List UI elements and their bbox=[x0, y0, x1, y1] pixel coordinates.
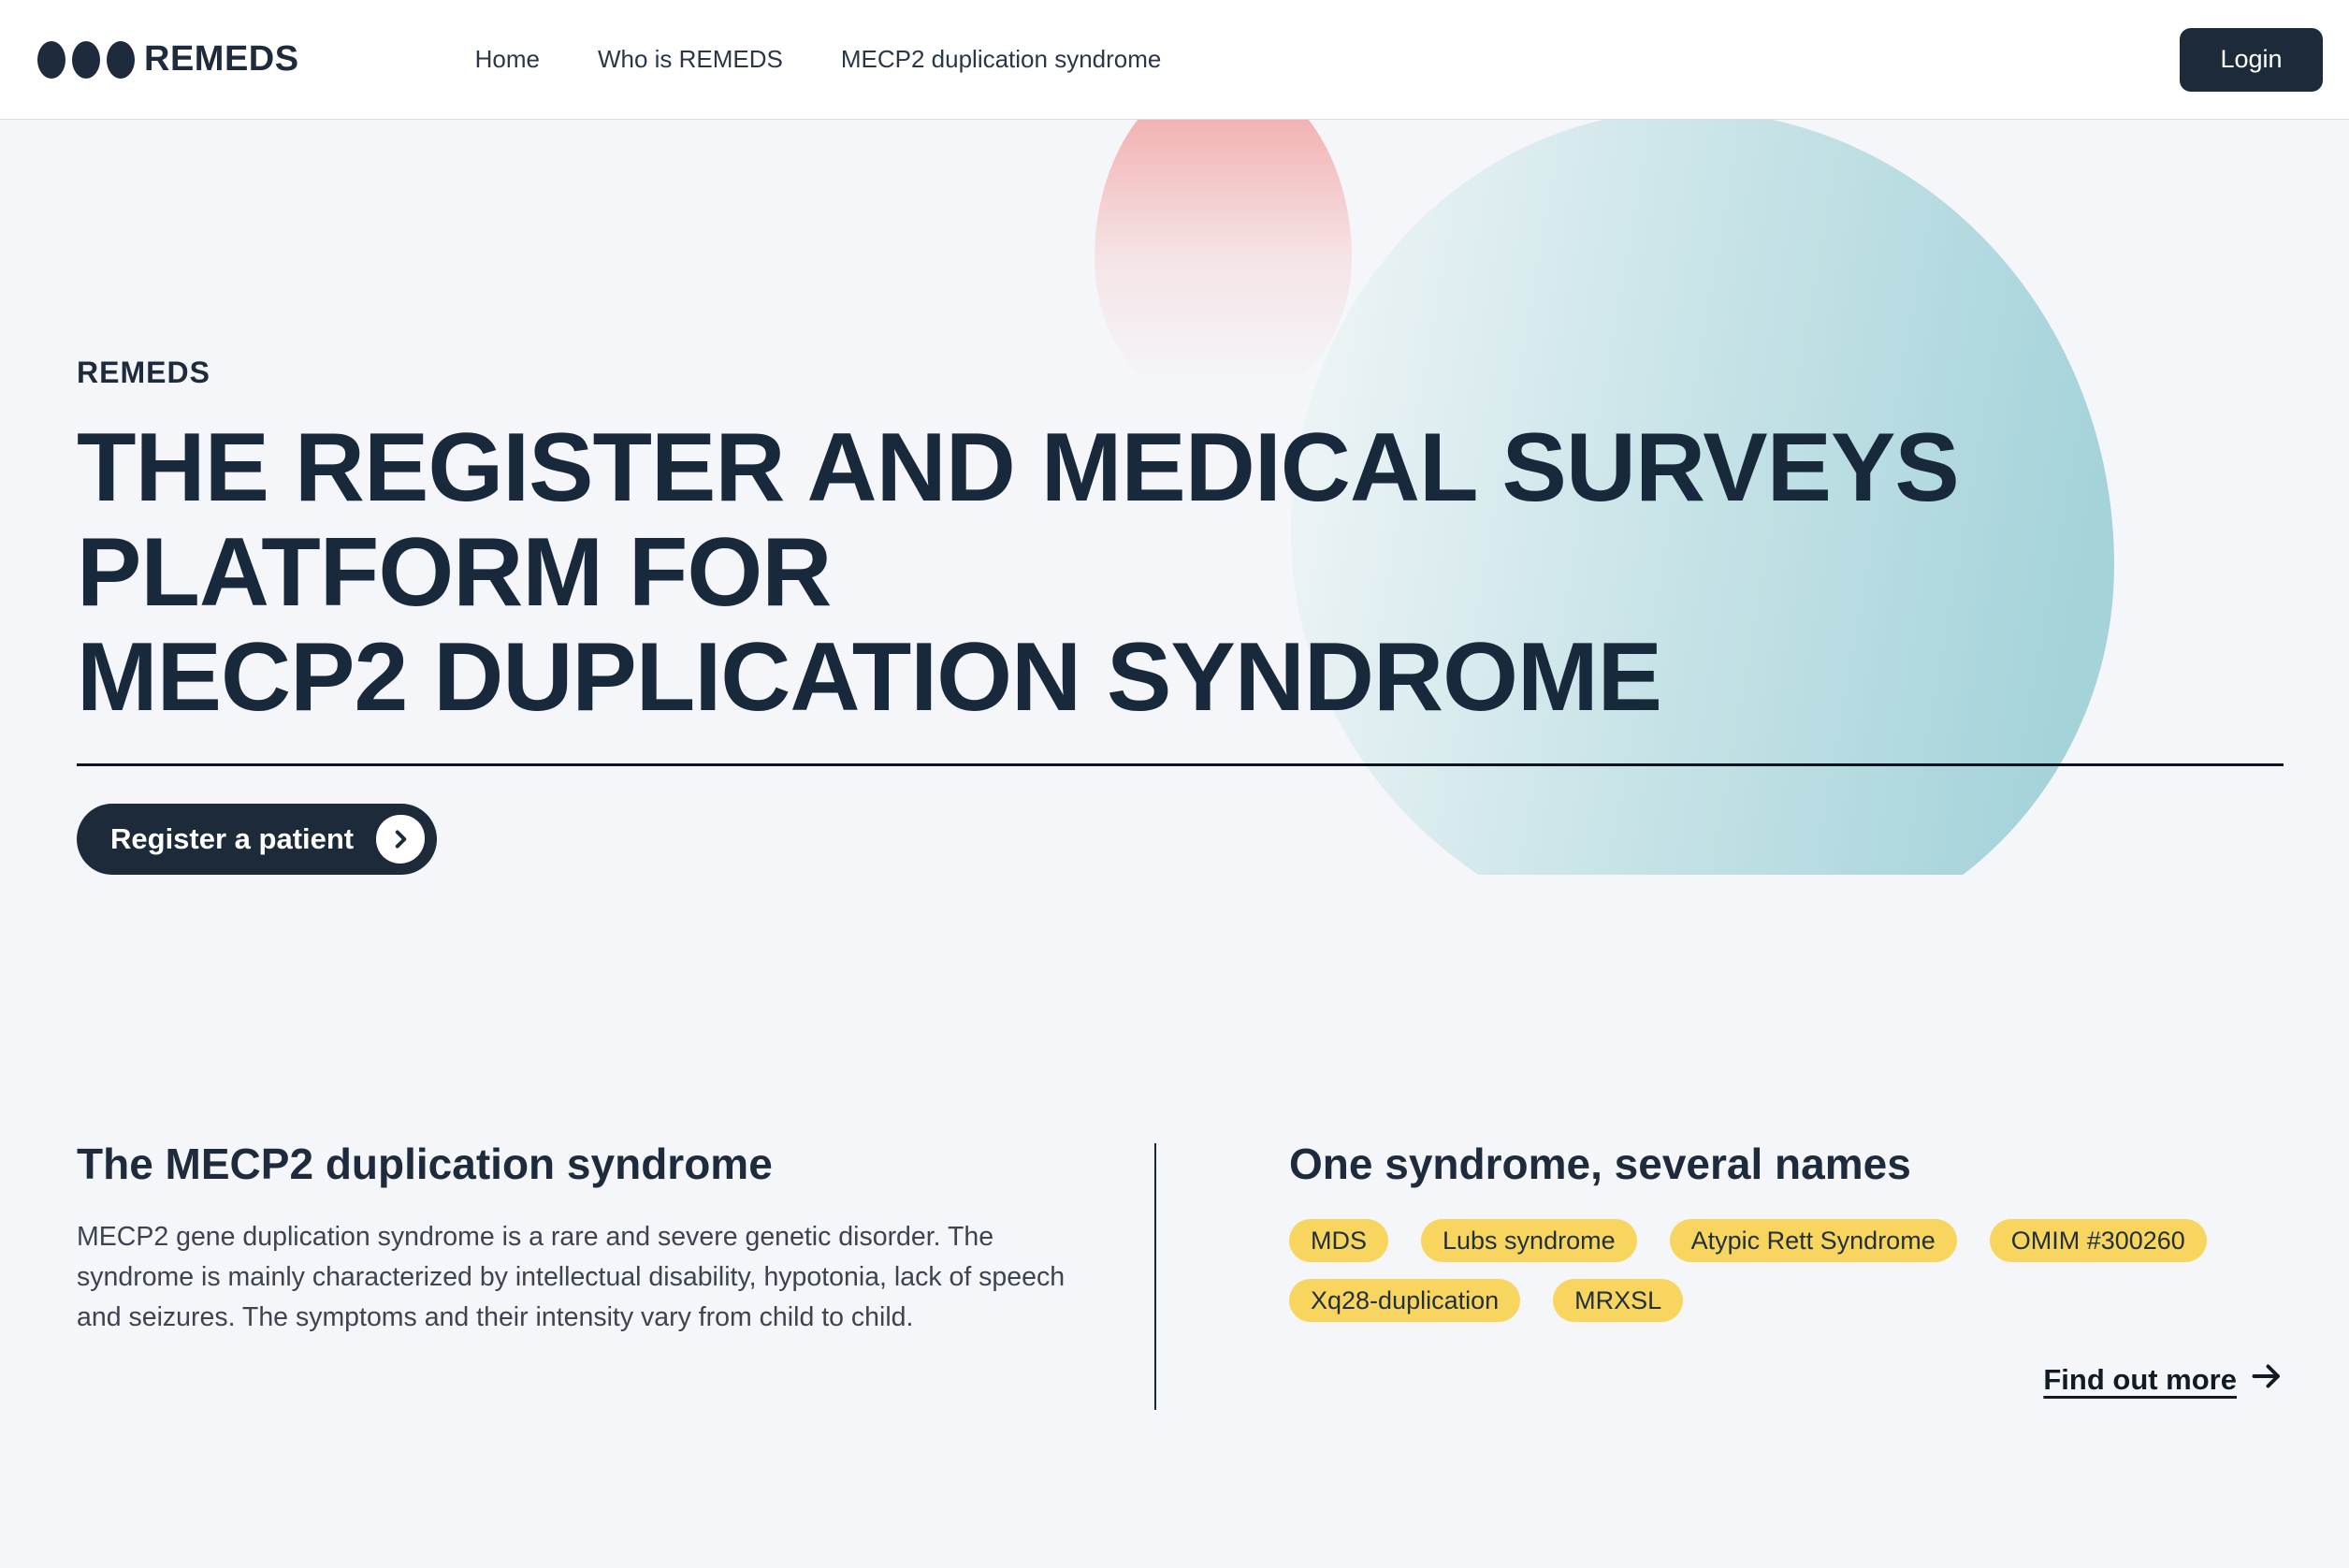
hero-eyebrow: REMEDS bbox=[77, 356, 210, 389]
nav-item-who-is-remeds[interactable]: Who is REMEDS bbox=[597, 45, 783, 73]
chevron-right-icon bbox=[376, 815, 425, 864]
title-line-3: MECP2 DUPLICATION SYNDROME bbox=[77, 623, 1661, 732]
page-title bbox=[77, 415, 2284, 730]
nav-item-home[interactable]: Home bbox=[474, 45, 540, 73]
find-out-more-label: Find out more bbox=[2043, 1363, 2237, 1396]
names-heading: One syndrome, several names bbox=[1289, 1140, 1911, 1188]
syndrome-tag: Xq28-duplication bbox=[1289, 1279, 1520, 1322]
about-body: MECP2 gene duplication syndrome is a rare and severe genetic disorder. The syndrome is mainly characterized by intellectual disability, hypotonia, lack of speech and seizures. The symptoms and their intensity vary from child to child. bbox=[77, 1222, 1066, 1332]
syndrome-tag: Atypic Rett Syndrome bbox=[1670, 1219, 1957, 1262]
about-column bbox=[77, 1140, 1073, 1338]
horizontal-rule bbox=[77, 763, 2284, 766]
main-nav bbox=[475, 45, 1162, 74]
find-out-more-link[interactable] bbox=[2043, 1359, 2284, 1401]
top-navbar bbox=[0, 0, 2349, 120]
about-heading: The MECP2 duplication syndrome bbox=[77, 1140, 773, 1188]
register-patient-button[interactable] bbox=[77, 804, 437, 875]
syndrome-tag: OMIM #300260 bbox=[1990, 1219, 2207, 1262]
syndrome-tags bbox=[1289, 1219, 2262, 1322]
syndrome-tag: MRXSL bbox=[1553, 1279, 1683, 1322]
three-dots-icon bbox=[37, 41, 135, 79]
nav-item-mecp2-syndrome[interactable]: MECP2 duplication syndrome bbox=[840, 45, 1162, 73]
register-patient-label: Register a patient bbox=[110, 822, 355, 855]
title-line-1: THE REGISTER AND MEDICAL SURVEYS bbox=[77, 414, 1959, 522]
syndrome-tag: Lubs syndrome bbox=[1421, 1219, 1637, 1262]
title-line-2: PLATFORM FOR bbox=[77, 518, 832, 627]
hero-section bbox=[0, 120, 2349, 875]
login-button[interactable]: Login bbox=[2180, 28, 2323, 92]
brand-name: REMEDS bbox=[144, 39, 299, 79]
syndrome-tag: MDS bbox=[1289, 1219, 1388, 1262]
arrow-right-icon bbox=[2250, 1359, 2284, 1401]
info-section bbox=[0, 1140, 2349, 1410]
brand-logo[interactable] bbox=[37, 39, 299, 80]
names-column bbox=[1289, 1140, 2284, 1401]
vertical-divider bbox=[1154, 1143, 1156, 1410]
